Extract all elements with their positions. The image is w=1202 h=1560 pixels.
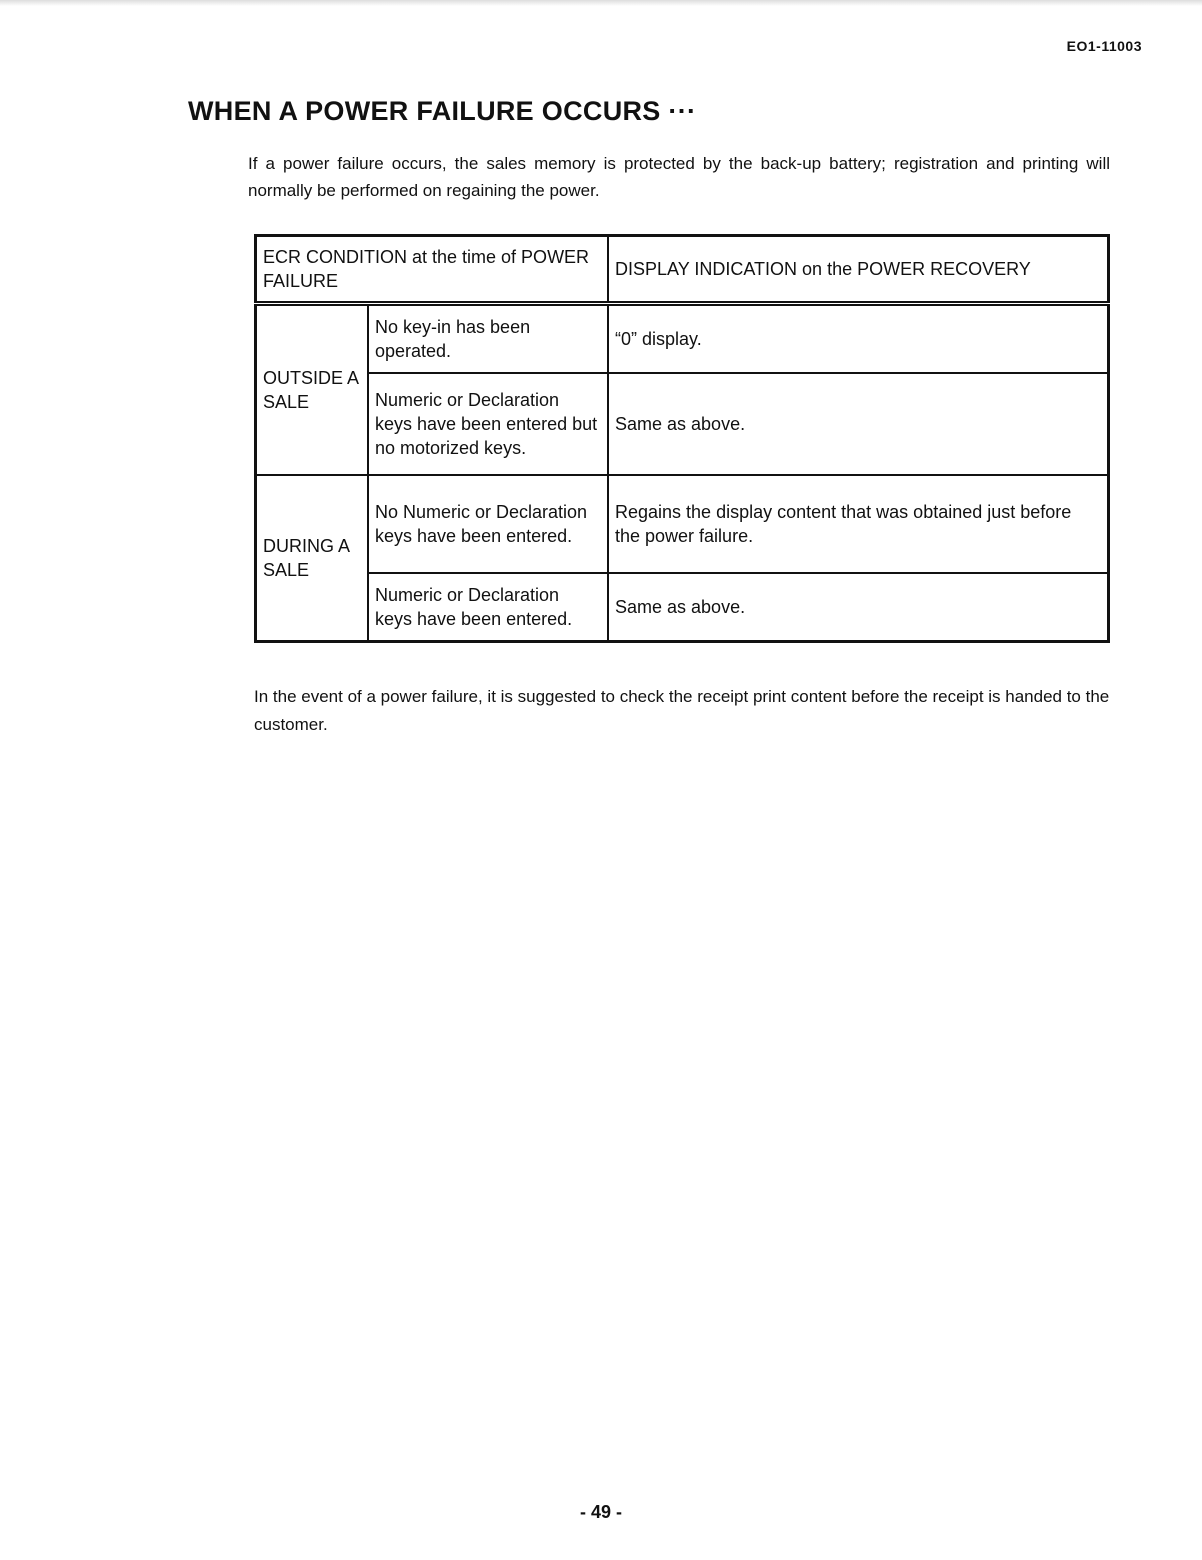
display-cell: Regains the display content that was obtained just before the power failure. (608, 475, 1109, 573)
header-ecr-condition: ECR CONDITION at the time of POWER FAILURE (256, 236, 609, 304)
header-display-indication: DISPLAY INDICATION on the POWER RECOVERY (608, 236, 1109, 304)
state-outside-sale: OUTSIDE A SALE (256, 304, 369, 476)
power-failure-table-container (254, 234, 1110, 643)
page-title: WHEN A POWER FAILURE OCCURS ··· (188, 96, 697, 126)
scan-edge-shading (0, 0, 1202, 6)
display-cell: Same as above. (608, 573, 1109, 642)
condition-cell: No Numeric or Declaration keys have been entered. (368, 475, 608, 573)
condition-cell: Numeric or Declaration keys have been entered. (368, 573, 608, 642)
note-paragraph: In the event of a power failure, it is suggested to check the receipt print content before the receipt is handed to the customer. (254, 687, 1110, 734)
table-row (256, 373, 1109, 475)
display-cell: “0” display. (608, 304, 1109, 374)
table-row (256, 304, 1109, 374)
document-code: EO1-11003 (1066, 38, 1142, 54)
page-number: - 49 - (579, 1502, 622, 1522)
state-during-sale: DURING A SALE (256, 475, 369, 642)
display-cell: Same as above. (608, 373, 1109, 475)
condition-cell: No key-in has been operated. (368, 304, 608, 374)
power-failure-table (254, 234, 1110, 643)
table-header-row (256, 236, 1109, 304)
condition-cell: Numeric or Declaration keys have been entered but no motorized keys. (368, 373, 608, 475)
intro-paragraph: If a power failure occurs, the sales memory is protected by the back-up battery; registration and printing will normally be performed on regaining the power. (248, 154, 1110, 200)
table-row (256, 573, 1109, 642)
table-row (256, 475, 1109, 573)
